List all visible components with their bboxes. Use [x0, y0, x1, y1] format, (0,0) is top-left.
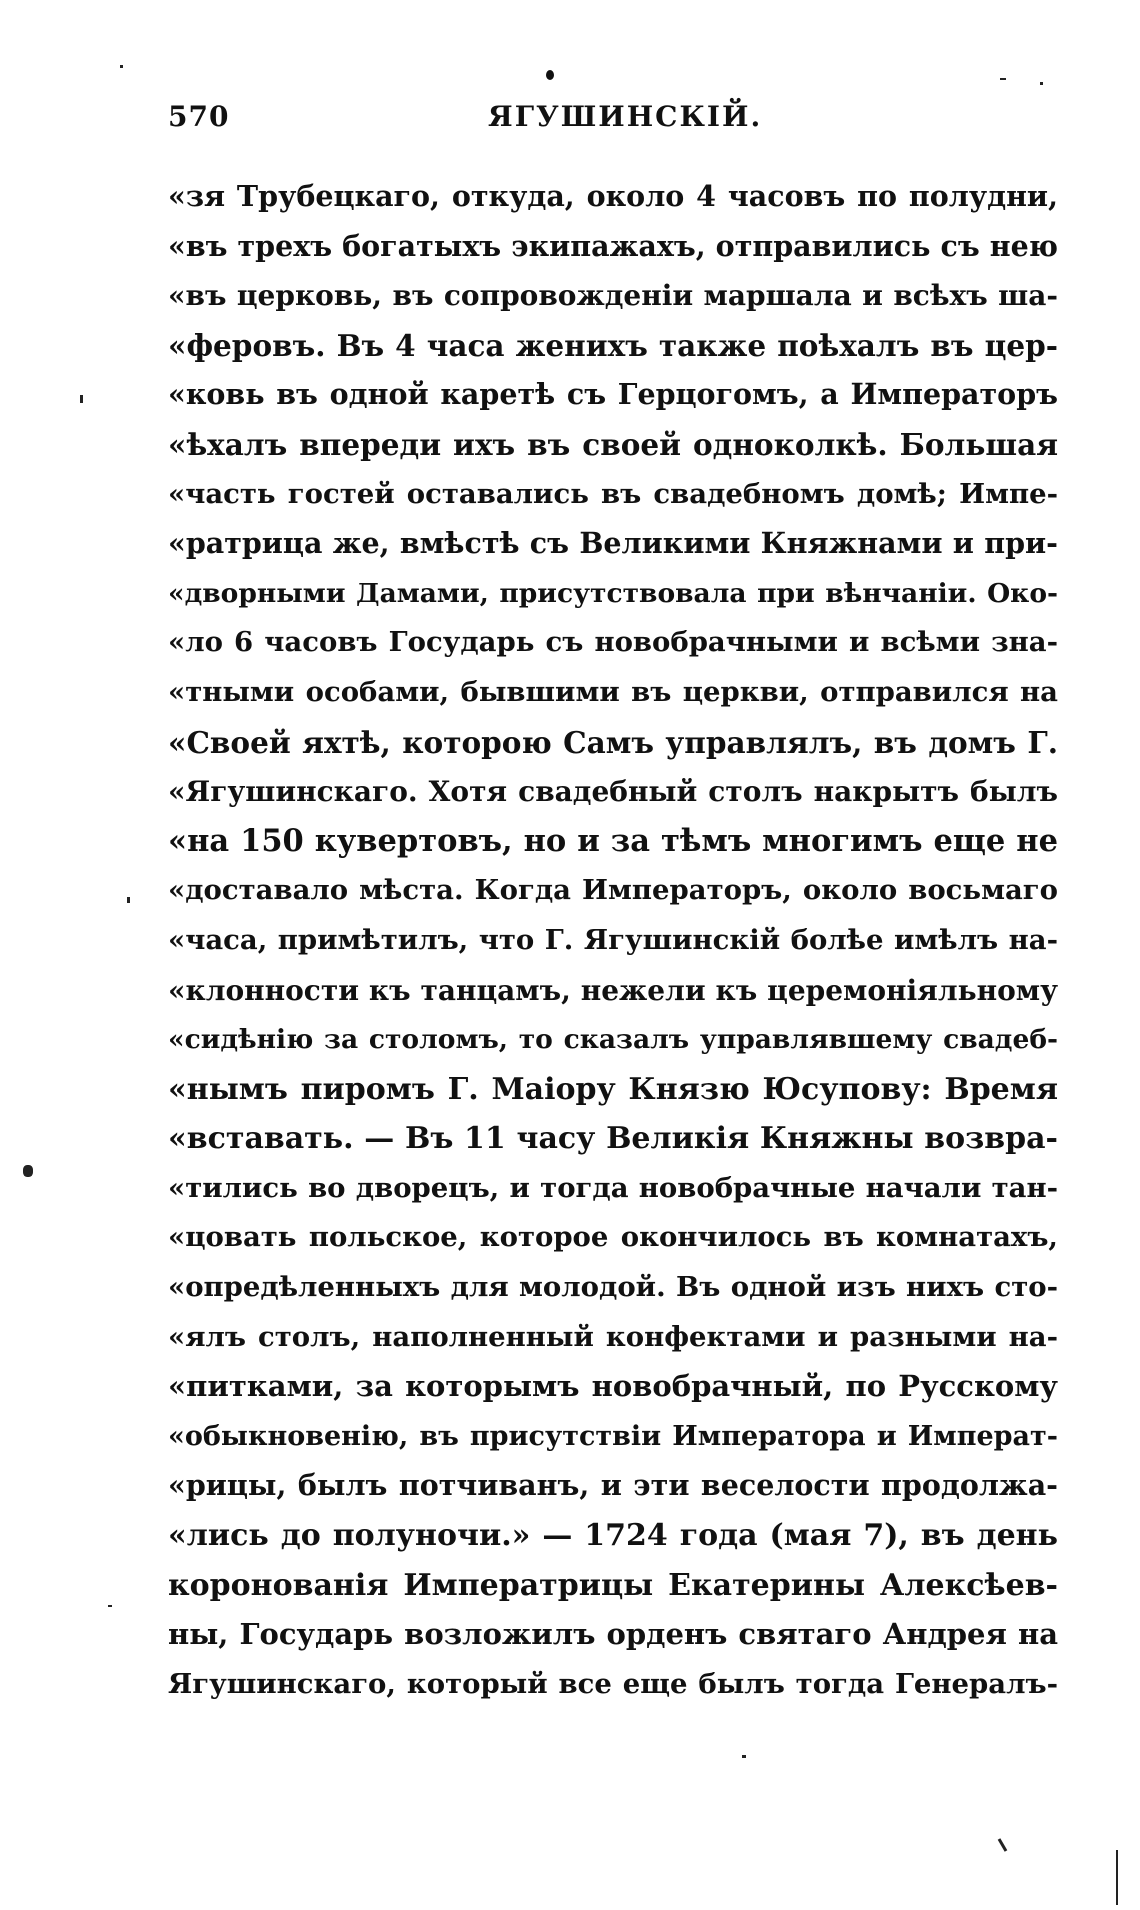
scan-speck: [80, 395, 83, 403]
text-line: «феровъ. Въ 4 часа женихъ также поѣхалъ въ цер-: [168, 327, 1058, 363]
scan-speck: [120, 65, 123, 68]
body-text: [168, 172, 1058, 1709]
page-number: 570: [168, 100, 230, 133]
text-line: «клонности къ танцамъ, нежели къ церемоніяльному: [168, 973, 1058, 1007]
scan-speck: [127, 897, 130, 903]
text-line: «сидѣнію за столомъ, то сказалъ управлявшему свадеб-: [168, 1024, 1058, 1056]
text-line: «обыкновенію, въ присутствіи Императора и Императ-: [168, 1420, 1058, 1452]
text-line: Ягушинскаго, который все еще былъ тогда Генералъ-: [168, 1667, 1058, 1700]
text-line: «ковь въ одной каретѣ съ Герцогомъ, а Императоръ: [168, 377, 1058, 412]
scan-speck: [998, 1838, 1008, 1852]
text-line: «въ церковь, въ сопровожденіи маршала и всѣхъ ша-: [168, 279, 1058, 313]
text-line: «опредѣленныхъ для молодой. Въ одной изъ нихъ сто-: [168, 1271, 1058, 1304]
text-line: «вставать. — Въ 11 часу Великія Княжны возвра-: [168, 1121, 1058, 1157]
text-line: «доставало мѣста. Когда Императоръ, около восьмаго: [168, 874, 1058, 907]
text-line: «ѣхалъ впереди ихъ въ своей одноколкѣ. Большая: [168, 426, 1058, 462]
scan-speck: [1000, 78, 1006, 80]
scan-edge-line: [1116, 1850, 1118, 1905]
scan-speck: [742, 1755, 746, 1758]
text-line: «часа, примѣтилъ, что Г. Ягушинскій болѣе имѣлъ на-: [168, 923, 1058, 956]
text-line: «нымъ пиромъ Г. Маіору Князю Юсупову: Время: [168, 1071, 1058, 1107]
text-line: «тились во дворецъ, и тогда новобрачные начали тан-: [168, 1171, 1058, 1204]
text-line: «ратрица же, вмѣстѣ съ Великими Княжнами и при-: [168, 526, 1058, 561]
text-line: «дворными Дамами, присутствовала при вѣнчаніи. Око-: [168, 577, 1058, 609]
text-line: «Ягушинскаго. Хотя свадебный столъ накрытъ былъ: [168, 775, 1058, 809]
text-line: «лись до полуночи.» — 1724 года (мая 7), въ день: [168, 1518, 1058, 1554]
page-header: [168, 100, 1058, 140]
text-line: коронованія Императрицы Екатерины Алексѣев-: [168, 1567, 1058, 1603]
text-line: «тными особами, бывшими въ церкви, отправился на: [168, 675, 1058, 708]
text-line: «рицы, былъ потчиванъ, и эти веселости продолжа-: [168, 1468, 1058, 1503]
ink-dot-top: [546, 70, 554, 80]
text-line: «зя Трубецкаго, откуда, около 4 часовъ по полудни,: [168, 179, 1058, 213]
running-title: ЯГУШИНСКІЙ.: [488, 100, 763, 133]
text-line: «часть гостей оставались въ свадебномъ домѣ; Импе-: [168, 477, 1058, 510]
text-line: «ло 6 часовъ Государь съ новобрачными и всѣми зна-: [168, 626, 1058, 659]
text-line: «въ трехъ богатыхъ экипажахъ, отправились съ нею: [168, 228, 1058, 263]
text-line: «на 150 кувертовъ, но и за тѣмъ многимъ еще не: [168, 822, 1058, 859]
scan-speck: [108, 1605, 112, 1607]
text-line: «ялъ столъ, наполненный конфектами и разными на-: [168, 1320, 1058, 1353]
text-line: «цовать польское, которое окончилось въ комнатахъ,: [168, 1221, 1058, 1254]
text-line: ны, Государь возложилъ орденъ святаго Андрея на: [168, 1617, 1058, 1652]
text-line: «Своей яхтѣ, которою Самъ управлялъ, въ домъ Г.: [168, 724, 1058, 760]
scan-speck: [1040, 82, 1043, 85]
scan-speck: [23, 1165, 33, 1177]
text-line: «питками, за которымъ новобрачный, по Русскому: [168, 1369, 1058, 1404]
